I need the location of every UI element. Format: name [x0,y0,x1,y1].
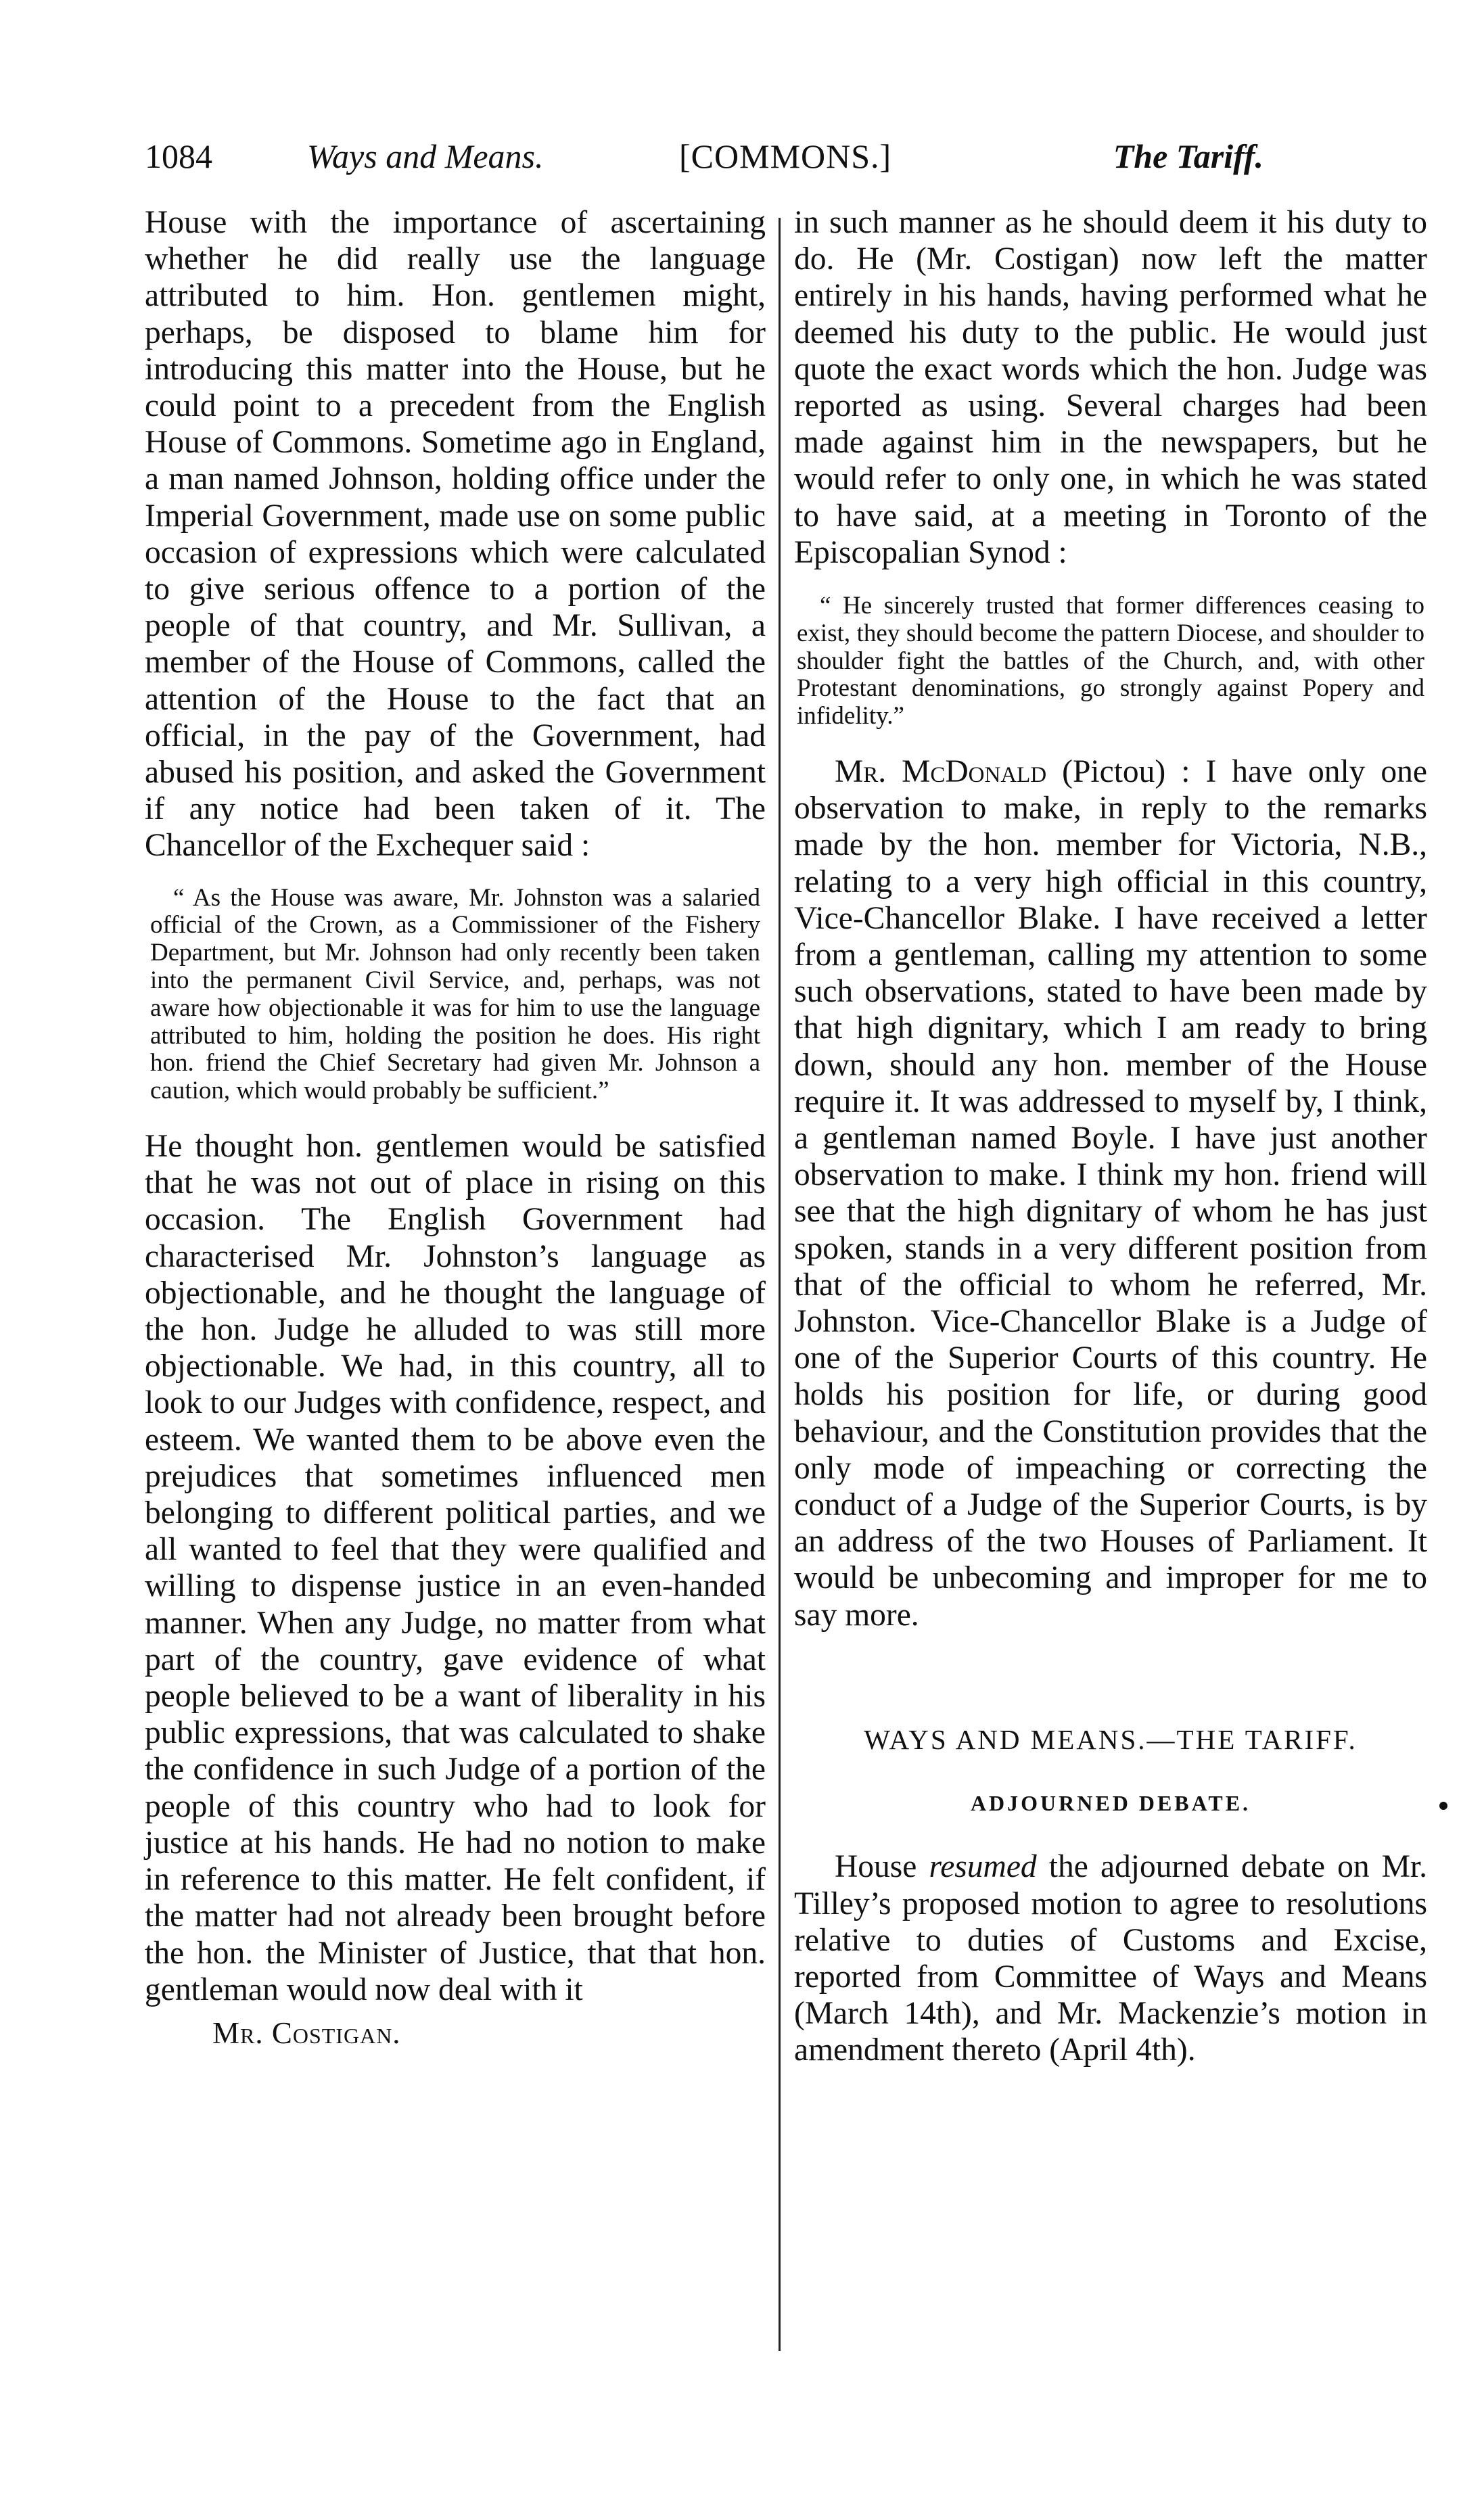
header-house-label: [COMMONS.] [679,137,892,175]
speaker-name: Mr. McDonald [835,754,1047,790]
exchequer-quotation: “ As the House was aware, Mr. Johnston was a salaried official of the Crown, as a Commissioner of the Fishery Department, but Mr. Johnson had only recently been taken into the permanent Civil Service, and, perhaps, was not aware how objectionable it was for him to use the language attributed to him, holding the position he does. His right hon. friend the Chief Secretary had given Mr. Johnson a caution, which would probably be sufficient.” [150,883,760,1105]
page-number: 1084 [145,137,212,175]
left-column [145,204,766,2051]
column-divider [779,218,781,2351]
right-column [794,204,1427,2069]
debate-resumed-italic: resumed [929,1849,1037,1885]
synod-quotation: “ He sincerely trusted that former differences ceasing to exist, they should become the pattern Diocese, and shoulder to shoulder fight the battles of the Church, and, with other Protestant denominations, go strongly against Popery and infidelity.” [797,592,1424,730]
header-topic-title: The Tariff. [1113,137,1263,175]
debate-paragraph [794,1848,1427,2068]
costigan-speech-paragraph-2: He thought hon. gentlemen would be satisfied that he was not out of place in rising on this occasion. The English Government had characterised Mr. Johnston’s language as objectionable, and he thought the language of the hon. Judge he alluded to was still more objectionable. We had, in this country, all to look to our Judges with confidence, respect, and esteem. We wanted them to be above even the prejudices that sometimes influenced men belonging to different political parties, and we all wanted to feel that they were qualified and willing to dispense justice in an even-handed manner. When any Judge, no matter from what part of the country, gave evidence of what people believed to be a want of liberality in his public expressions, that was calculated to shake the confidence in such Judge of a portion of the people of this country who had to look for justice at his hands. He had no notion to make in reference to this matter. He felt confident, if the matter had not already been brought before the hon. the Minister of Justice, that that hon. gentleman would now deal with it [145,1129,766,2007]
sub-heading: ADJOURNED DEBATE. [970,1791,1251,1816]
mcdonald-speech-text: (Pictou) : I have only one observation to make, in reply to the remarks made by the hon. member for Victoria, N.B., relating to a very high official in this country, Vice-Chancellor Blake. I have received a letter from a gentleman, calling my attention to some such observations, stated to have been made by that high dignitary, which I am ready to bring down, should any hon. member of the House require it. It was addressed to myself by, I think, a gentleman named Boyle. I have just another observation to make. I think my hon. friend will see that the high dignitary of whom he has just spoken, stands in a very different position from that of the official to whom he referred, Mr. Johnston. Vice-Chancellor Blake is a Judge of one of the Superior Courts of this country. He holds his position for life, or during good behaviour, and the Constitution provides that the only mode of impeaching or correcting the conduct of a Judge of the Superior Courts, is by an address of the two Houses of Parliament. It would be unbecoming and improper for me to say more. [794,754,1427,1633]
debate-text: the adjourned debate on Mr. Tilley’s proposed motion to agree to resolutions relative to duties of Customs and Excise, reported from Committee of Ways and Means (March 14th), and Mr. Mackenzie’s motion in amendment thereto (April 4th). [794,1849,1427,2068]
mcdonald-speech-paragraph [794,753,1427,1633]
header-section-title: Ways and Means. [307,137,544,175]
debate-lead: House [835,1849,929,1885]
margin-dot [1439,1802,1447,1810]
speaker-signoff: Mr. Costigan. [212,2015,401,2050]
costigan-speech-continuation: in such manner as he should deem it his duty to do. He (Mr. Costigan) now left the matter entirely in his hands, having performed what he deemed his duty to the public. He would just quote the exact words which the hon. Judge was reported as using. Several charges had been made against him in the newspapers, but he would refer to only one, in which he was stated to have said, at a meeting in Toronto of the Episcopalian Synod : [794,205,1427,570]
running-header [145,137,1263,191]
section-heading: WAYS AND MEANS.—THE TARIFF. [864,1723,1358,1755]
costigan-speech-paragraph: House with the importance of ascertaining whether he did really use the language attributed to him. Hon. gentlemen might, perhaps, be disposed to blame him for introducing this matter into the House, but he could point to a precedent from the English House of Commons. Sometime ago in England, a man named Johnson, holding office under the Imperial Government, made use on some public occasion of expressions which were calculated to give serious offence to a portion of the people of that country, and Mr. Sullivan, a member of the House of Commons, called the attention of the House to the fact that an official, in the pay of the Government, had abused his position, and asked the Government if any notice had been taken of it. The Chancellor of the Exchequer said : [145,205,766,864]
